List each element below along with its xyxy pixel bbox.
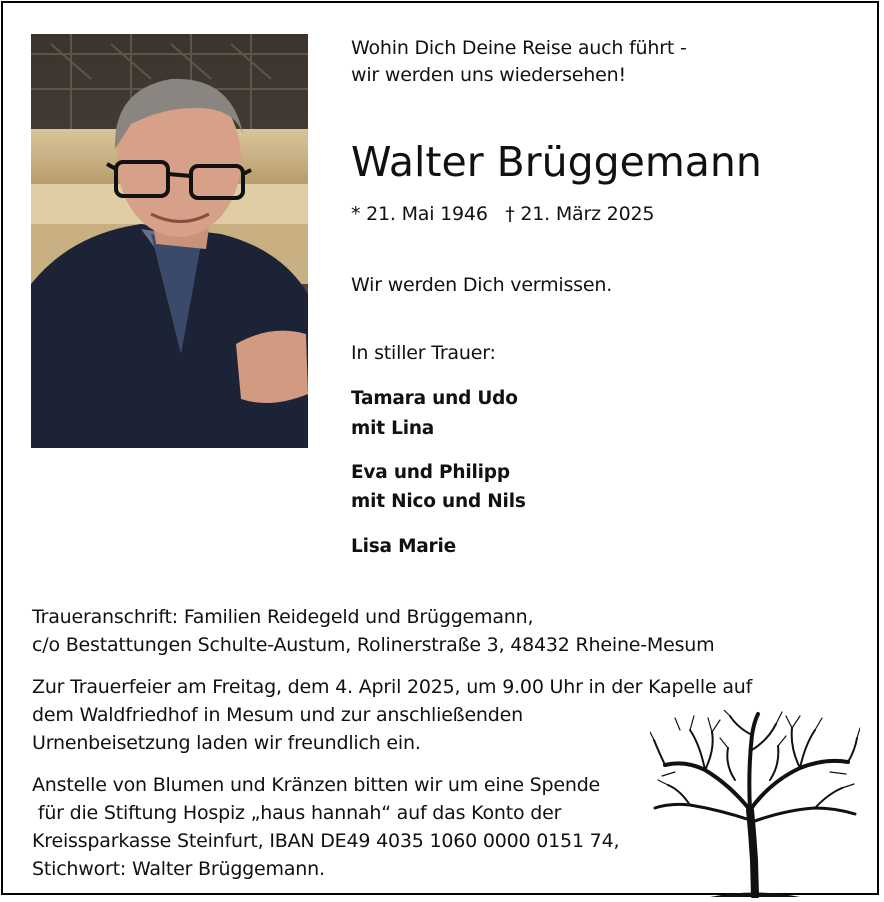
- donation-line-3: Kreissparkasse Steinfurt, IBAN DE49 4035 1060 0000 0151 74,: [32, 830, 620, 852]
- quote-line-2: wir werden uns wiedersehen!: [351, 64, 626, 86]
- mourner-group-3-line-1: Lisa Marie: [351, 536, 456, 557]
- donation-line-4: Stichwort: Walter Brüggemann.: [32, 858, 325, 880]
- ceremony-line-1: Zur Trauerfeier am Freitag, dem 4. April 2025, um 9.00 Uhr in der Kapelle auf: [32, 676, 753, 698]
- donation-line-1: Anstelle von Blumen und Kränzen bitten wir um eine Spende: [32, 774, 601, 796]
- portrait-photo: [31, 34, 308, 448]
- ceremony-line-2: dem Waldfriedhof in Mesum und zur anschließenden: [32, 704, 523, 726]
- life-dates: * 21. Mai 1946 † 21. März 2025: [351, 203, 655, 225]
- address-line-1: Traueranschrift: Familien Reidegeld und Brüggemann,: [32, 606, 534, 628]
- mourner-group-1-line-2: mit Lina: [351, 418, 435, 439]
- address-line-2: c/o Bestattungen Schulte-Austum, Rolinerstraße 3, 48432 Rheine-Mesum: [32, 634, 715, 656]
- mourner-group-2-line-2: mit Nico und Nils: [351, 491, 526, 512]
- donation-line-2: für die Stiftung Hospiz „haus hannah“ auf das Konto der: [32, 802, 562, 824]
- ceremony-line-3: Urnenbeisetzung laden wir freundlich ein.: [32, 732, 421, 754]
- mourner-group-1-line-1: Tamara und Udo: [351, 388, 518, 409]
- quote-line-1: Wohin Dich Deine Reise auch führt -: [351, 37, 687, 59]
- mourning-heading: In stiller Trauer:: [351, 342, 496, 364]
- farewell-text: Wir werden Dich vermissen.: [351, 274, 613, 296]
- mourner-group-2-line-1: Eva und Philipp: [351, 462, 510, 483]
- deceased-name: Walter Brüggemann: [351, 138, 762, 186]
- bare-tree-icon: [650, 710, 860, 898]
